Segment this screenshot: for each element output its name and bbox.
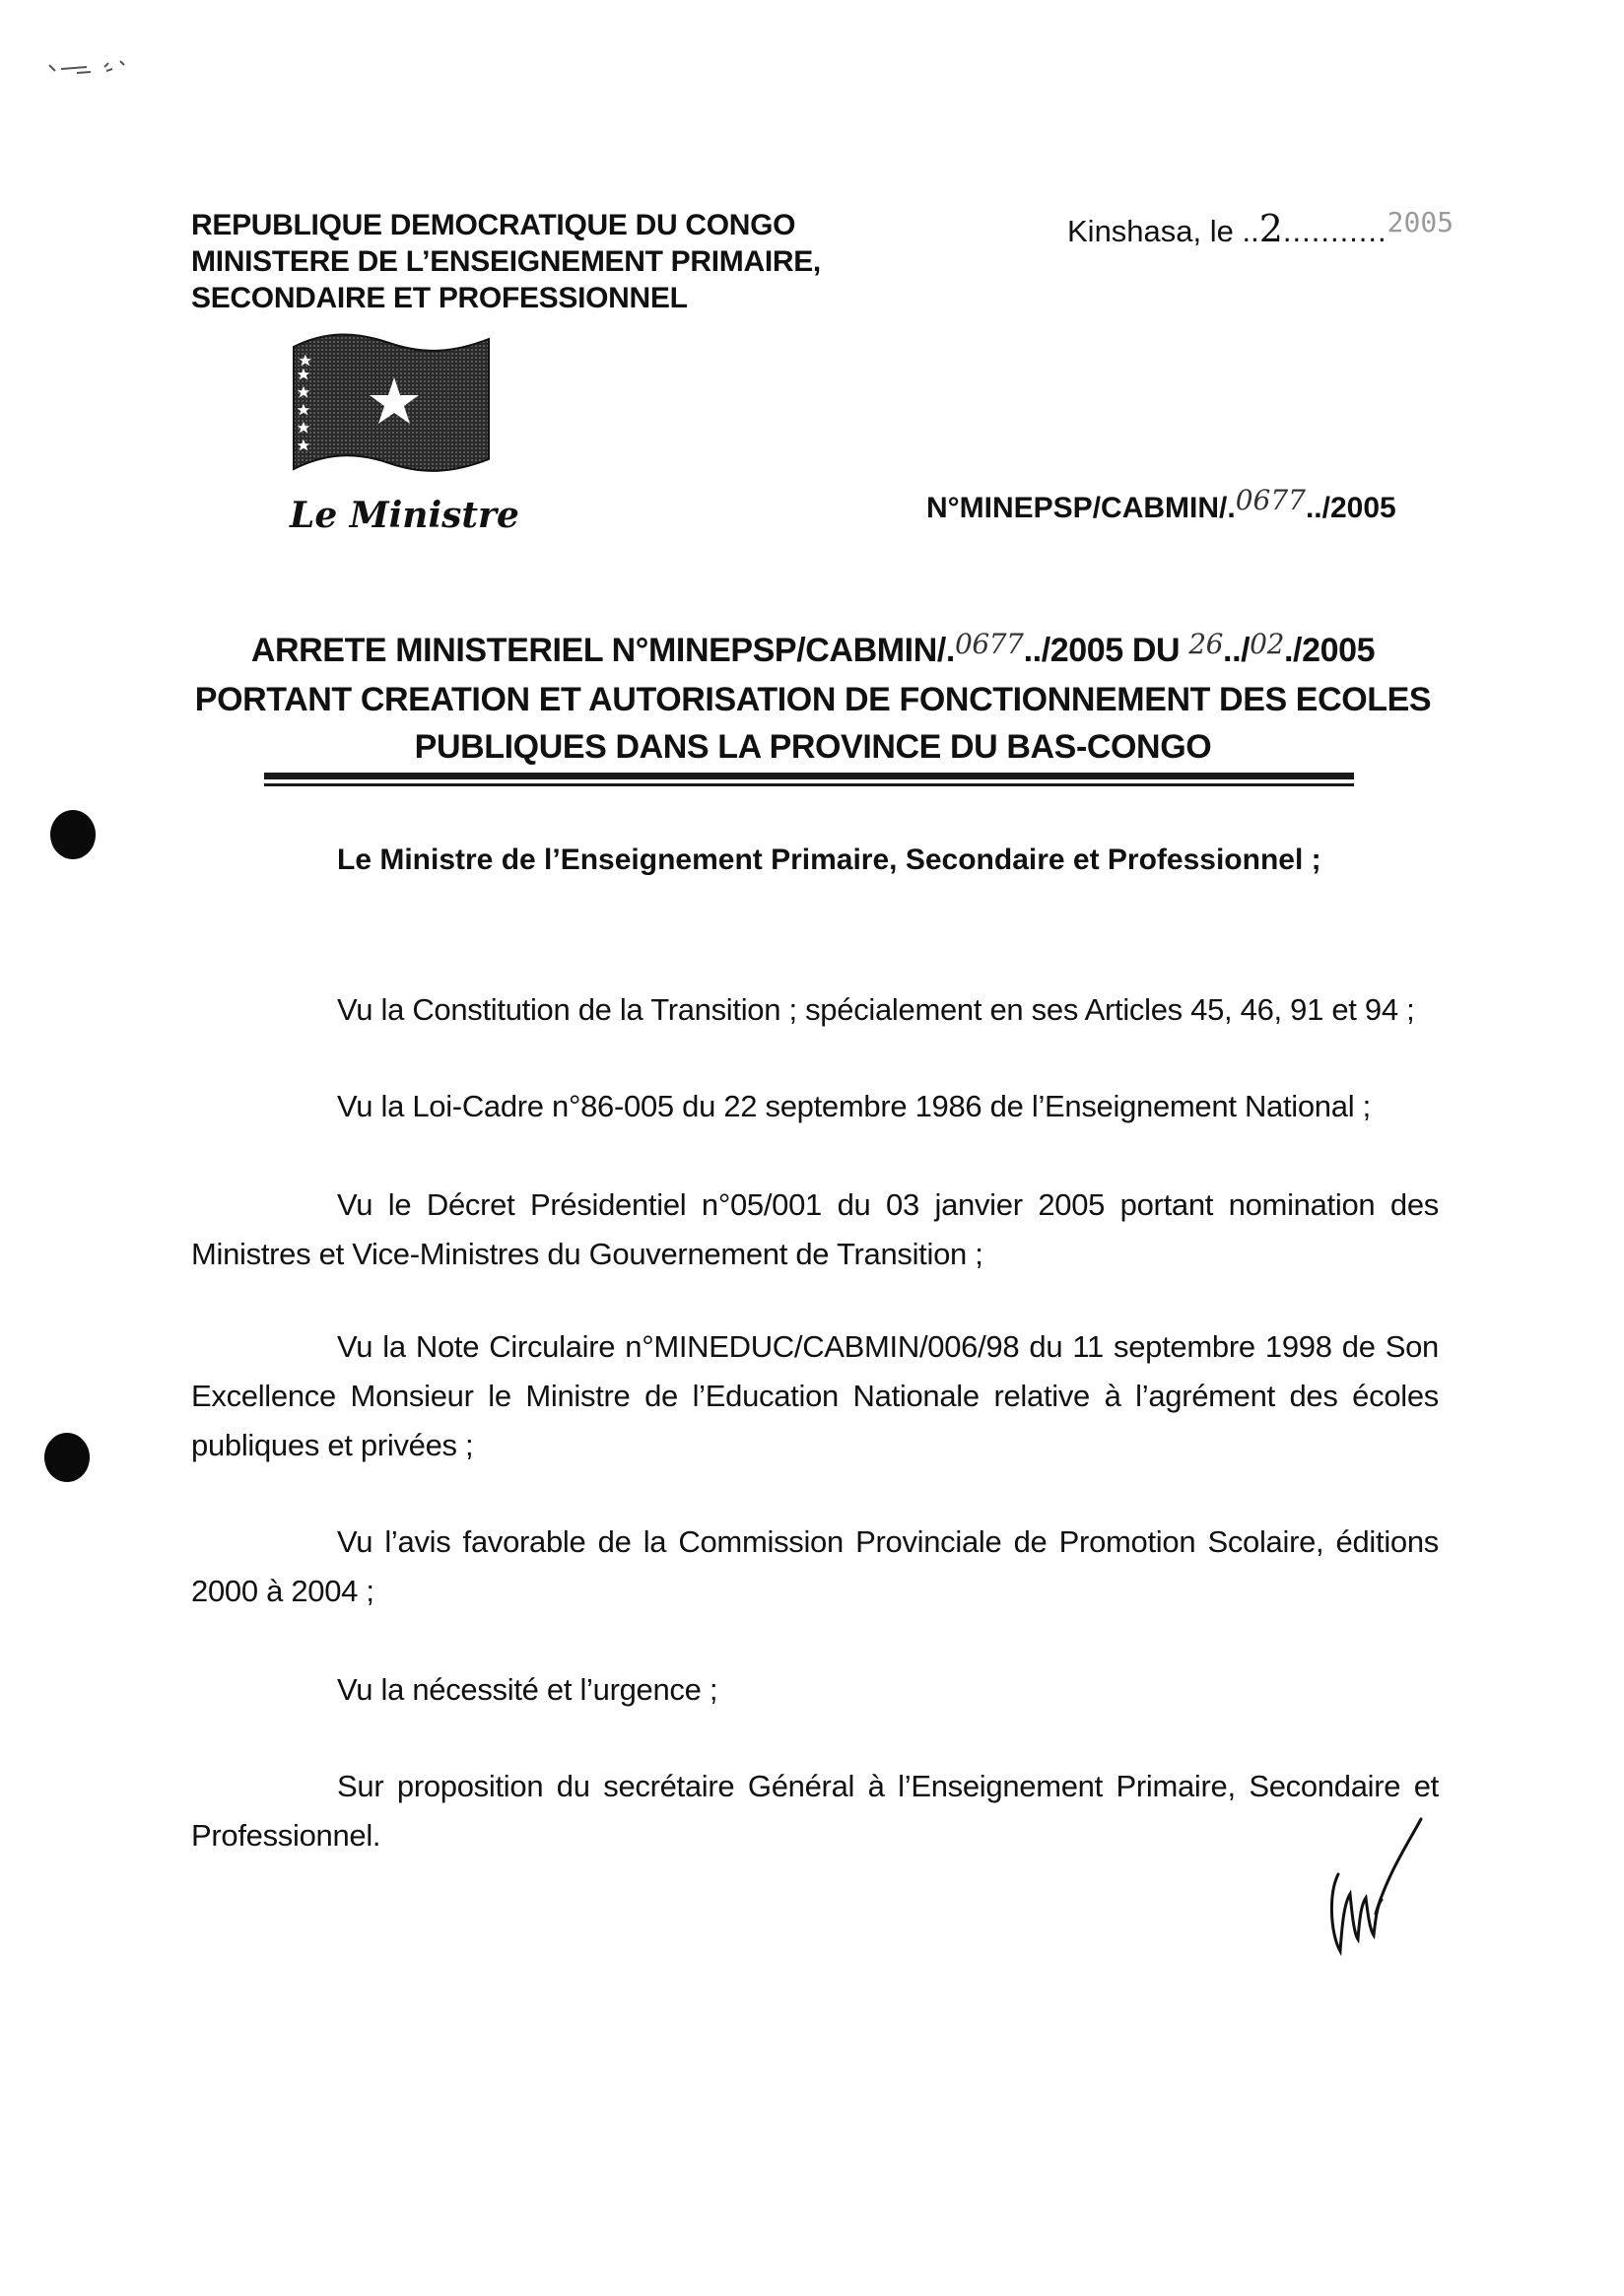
title-line-1 [177, 627, 1449, 676]
handwritten-initials [1319, 1815, 1427, 1963]
date-line [1067, 207, 1454, 250]
title-handwritten-number: 0677 [954, 628, 1024, 660]
letterhead [191, 207, 821, 316]
reference-suffix: ../2005 [1305, 492, 1396, 524]
reference-prefix: N°MINEPSP/CABMIN/. [926, 492, 1236, 524]
title-handwritten-month: 02 [1250, 628, 1285, 660]
scan-artifact [47, 57, 175, 79]
consideration-paragraph: Vu la Loi-Cadre n°86-005 du 22 septembre 1986 de l’Enseignement National ; [337, 1089, 1371, 1123]
flag-emblem-icon [286, 333, 495, 481]
punch-hole [50, 810, 96, 859]
preamble: Le Ministre de l’Enseignement Primaire, Secondaire et Professionnel ; [337, 844, 1321, 876]
title-sep: ../ [1223, 632, 1251, 669]
title-mid: ../2005 DU [1023, 632, 1189, 669]
title-line-2: PORTANT CREATION ET AUTORISATION DE FONCTIONNEMENT DES ECOLES [194, 681, 1432, 718]
date-stamp: 2005 [1387, 206, 1455, 238]
date-prefix: Kinshasa, le .. [1067, 214, 1259, 248]
reference-handwritten-number: 0677 [1235, 484, 1306, 516]
consideration-paragraph: Vu la Constitution de la Transition ; spécialement en ses Articles 45, 46, 91 et 94 ; [337, 992, 1415, 1027]
date-handwritten-day: 2 [1258, 207, 1283, 250]
consideration-paragraph: Vu l’avis favorable de la Commission Provinciale de Promotion Scolaire, éditions 2000 à 2004 ; [191, 1524, 1439, 1608]
minister-signature-label: Le Ministre [290, 495, 519, 536]
consideration-paragraph: Vu le Décret Présidentiel n°05/001 du 03 janvier 2005 portant nomination des Ministres et Vice-Ministres du Gouvernement de Transition ; [191, 1187, 1439, 1271]
date-dots: ........... [1282, 214, 1387, 248]
ministry-name-line1: MINISTERE DE L’ENSEIGNEMENT PRIMAIRE, [191, 245, 821, 278]
title-divider-thin [264, 783, 1354, 786]
consideration-paragraph: Vu la nécessité et l’urgence ; [337, 1672, 718, 1707]
title-divider [264, 773, 1354, 779]
title-suffix: ./2005 [1284, 632, 1376, 669]
reference-number [926, 484, 1396, 525]
title-handwritten-day: 26 [1188, 628, 1224, 660]
title-prefix: ARRETE MINISTERIEL N°MINEPSP/CABMIN/. [250, 632, 955, 669]
consideration-paragraph: Sur proposition du secrétaire Général à l’Enseignement Primaire, Secondaire et Professionnel. [191, 1769, 1439, 1853]
consideration-paragraph: Vu la Note Circulaire n°MINEDUC/CABMIN/006/98 du 11 septembre 1998 de Son Excellence Monsieur le Ministre de l’Education Nationale relative à l’agrément des écoles publiques et privées ; [191, 1329, 1439, 1462]
title-line-3: PUBLIQUES DANS LA PROVINCE DU BAS-CONGO [414, 728, 1212, 766]
decree-title [177, 627, 1449, 771]
ministry-name-line2: SECONDAIRE ET PROFESSIONNEL [191, 282, 688, 314]
country-name: REPUBLIQUE DEMOCRATIQUE DU CONGO [191, 209, 796, 241]
punch-hole [44, 1433, 90, 1482]
